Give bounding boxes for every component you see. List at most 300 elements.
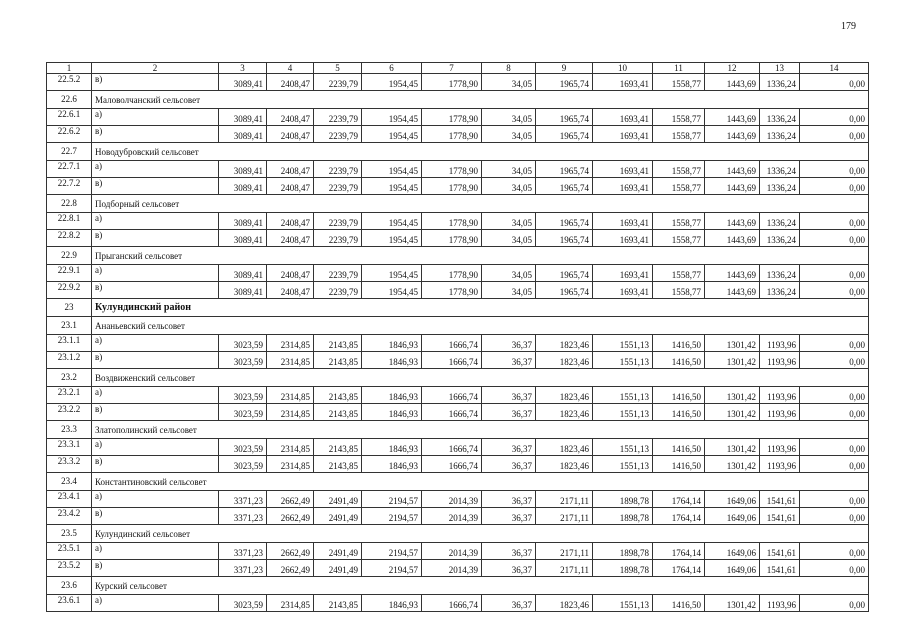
table-row (47, 178, 869, 195)
value-cell: 1693,41 (593, 282, 653, 299)
value-cell: 3023,59 (219, 335, 267, 352)
value-cell: 2408,47 (267, 265, 314, 282)
value-cell: 1541,61 (760, 560, 800, 577)
page-number: 179 (841, 21, 856, 32)
value-cell: 2143,85 (314, 387, 362, 404)
value-cell: 3371,23 (219, 560, 267, 577)
table-row (47, 508, 869, 525)
row-code: 23.5.1 (47, 543, 92, 560)
table-row (47, 230, 869, 247)
value-cell: 2408,47 (267, 230, 314, 247)
value-cell: 0,00 (800, 109, 869, 126)
section-heading-row (47, 421, 869, 439)
value-cell: 1778,90 (422, 265, 482, 282)
row-label: а) (92, 439, 219, 456)
row-code: 23.3.1 (47, 439, 92, 456)
value-cell: 3089,41 (219, 126, 267, 143)
value-cell: 2662,49 (267, 508, 314, 525)
district-heading-row (47, 299, 869, 317)
value-cell: 3023,59 (219, 456, 267, 473)
value-cell: 1778,90 (422, 178, 482, 195)
value-cell: 2239,79 (314, 230, 362, 247)
value-cell: 1778,90 (422, 74, 482, 91)
value-cell: 1666,74 (422, 456, 482, 473)
value-cell: 2143,85 (314, 404, 362, 421)
value-cell: 1336,24 (760, 161, 800, 178)
value-cell: 2662,49 (267, 560, 314, 577)
value-cell: 2408,47 (267, 74, 314, 91)
value-cell: 1649,06 (705, 560, 760, 577)
value-cell: 1541,61 (760, 543, 800, 560)
value-cell: 1558,77 (653, 74, 705, 91)
value-cell: 1558,77 (653, 230, 705, 247)
value-cell: 0,00 (800, 543, 869, 560)
value-cell: 1193,96 (760, 439, 800, 456)
value-cell: 1898,78 (593, 491, 653, 508)
value-cell: 1693,41 (593, 265, 653, 282)
value-cell: 2194,57 (362, 543, 422, 560)
value-cell: 2171,11 (536, 508, 593, 525)
value-cell: 2314,85 (267, 595, 314, 612)
row-label: в) (92, 178, 219, 195)
value-cell: 2171,11 (536, 560, 593, 577)
value-cell: 0,00 (800, 282, 869, 299)
value-cell: 2194,57 (362, 508, 422, 525)
value-cell: 0,00 (800, 126, 869, 143)
value-cell: 36,37 (482, 508, 536, 525)
row-label: в) (92, 282, 219, 299)
value-cell: 2314,85 (267, 404, 314, 421)
section-name: Константиновский сельсовет (92, 473, 869, 491)
value-cell: 1823,46 (536, 387, 593, 404)
value-cell: 1558,77 (653, 109, 705, 126)
value-cell: 1965,74 (536, 109, 593, 126)
value-cell: 0,00 (800, 230, 869, 247)
value-cell: 1764,14 (653, 491, 705, 508)
value-cell: 2171,11 (536, 543, 593, 560)
value-cell: 2491,49 (314, 491, 362, 508)
value-cell: 1649,06 (705, 491, 760, 508)
value-cell: 0,00 (800, 213, 869, 230)
value-cell: 1666,74 (422, 387, 482, 404)
value-cell: 3089,41 (219, 109, 267, 126)
value-cell: 1336,24 (760, 178, 800, 195)
value-cell: 1443,69 (705, 230, 760, 247)
value-cell: 1301,42 (705, 595, 760, 612)
row-code: 23.6 (47, 577, 92, 595)
value-cell: 3089,41 (219, 230, 267, 247)
value-cell: 1898,78 (593, 508, 653, 525)
value-cell: 1551,13 (593, 456, 653, 473)
value-cell: 1558,77 (653, 178, 705, 195)
value-cell: 1965,74 (536, 265, 593, 282)
value-cell: 2408,47 (267, 178, 314, 195)
value-cell: 34,05 (482, 230, 536, 247)
value-cell: 1965,74 (536, 161, 593, 178)
section-name: Прыганский сельсовет (92, 247, 869, 265)
value-cell: 1954,45 (362, 213, 422, 230)
section-heading-row (47, 577, 869, 595)
value-cell: 1778,90 (422, 213, 482, 230)
value-cell: 1443,69 (705, 161, 760, 178)
section-name: Подборный сельсовет (92, 195, 869, 213)
value-cell: 2408,47 (267, 126, 314, 143)
value-cell: 1846,93 (362, 404, 422, 421)
row-code: 23.3.2 (47, 456, 92, 473)
value-cell: 3023,59 (219, 439, 267, 456)
value-cell: 1764,14 (653, 508, 705, 525)
value-cell: 2171,11 (536, 491, 593, 508)
value-cell: 34,05 (482, 213, 536, 230)
row-code: 23.1.2 (47, 352, 92, 369)
value-cell: 3089,41 (219, 265, 267, 282)
value-cell: 0,00 (800, 178, 869, 195)
section-name: Маловолчанский сельсовет (92, 91, 869, 109)
value-cell: 1823,46 (536, 439, 593, 456)
value-cell: 1336,24 (760, 265, 800, 282)
value-cell: 1965,74 (536, 126, 593, 143)
value-cell: 1666,74 (422, 352, 482, 369)
value-cell: 1666,74 (422, 404, 482, 421)
row-code: 22.7.2 (47, 178, 92, 195)
row-label: а) (92, 213, 219, 230)
value-cell: 1693,41 (593, 74, 653, 91)
row-code: 22.6.1 (47, 109, 92, 126)
value-cell: 1898,78 (593, 543, 653, 560)
value-cell: 34,05 (482, 282, 536, 299)
row-label: в) (92, 230, 219, 247)
column-number: 10 (593, 63, 653, 74)
table-row (47, 265, 869, 282)
value-cell: 1823,46 (536, 456, 593, 473)
value-cell: 2314,85 (267, 335, 314, 352)
value-cell: 2239,79 (314, 126, 362, 143)
value-cell: 2194,57 (362, 491, 422, 508)
row-code: 23.5.2 (47, 560, 92, 577)
value-cell: 1336,24 (760, 213, 800, 230)
table-row (47, 543, 869, 560)
value-cell: 3023,59 (219, 352, 267, 369)
value-cell: 1846,93 (362, 335, 422, 352)
value-cell: 0,00 (800, 491, 869, 508)
value-cell: 2143,85 (314, 335, 362, 352)
value-cell: 1443,69 (705, 213, 760, 230)
row-label: в) (92, 560, 219, 577)
value-cell: 1954,45 (362, 230, 422, 247)
section-heading-row (47, 525, 869, 543)
row-code: 22.6.2 (47, 126, 92, 143)
value-cell: 1301,42 (705, 387, 760, 404)
value-cell: 2239,79 (314, 178, 362, 195)
row-label: в) (92, 508, 219, 525)
row-code: 22.8.2 (47, 230, 92, 247)
value-cell: 0,00 (800, 404, 869, 421)
value-cell: 36,37 (482, 404, 536, 421)
column-number: 1 (47, 63, 92, 74)
value-cell: 1823,46 (536, 404, 593, 421)
value-cell: 2408,47 (267, 282, 314, 299)
value-cell: 1301,42 (705, 404, 760, 421)
value-cell: 2314,85 (267, 439, 314, 456)
row-code: 22.5.2 (47, 74, 92, 91)
row-code: 23.2 (47, 369, 92, 387)
value-cell: 36,37 (482, 439, 536, 456)
value-cell: 1954,45 (362, 178, 422, 195)
value-cell: 0,00 (800, 595, 869, 612)
value-cell: 2014,39 (422, 560, 482, 577)
column-number: 3 (219, 63, 267, 74)
row-code: 22.8 (47, 195, 92, 213)
value-cell: 1551,13 (593, 404, 653, 421)
section-name: Ананьевский сельсовет (92, 317, 869, 335)
section-name: Златополинский сельсовет (92, 421, 869, 439)
table-row (47, 126, 869, 143)
value-cell: 1693,41 (593, 126, 653, 143)
value-cell: 3023,59 (219, 404, 267, 421)
row-label: а) (92, 109, 219, 126)
value-cell: 1416,50 (653, 335, 705, 352)
row-code: 23 (47, 299, 92, 317)
value-cell: 1551,13 (593, 352, 653, 369)
value-cell: 1336,24 (760, 109, 800, 126)
value-cell: 36,37 (482, 543, 536, 560)
value-cell: 1954,45 (362, 265, 422, 282)
value-cell: 1551,13 (593, 439, 653, 456)
section-heading-row (47, 247, 869, 265)
value-cell: 1416,50 (653, 456, 705, 473)
value-cell: 34,05 (482, 265, 536, 282)
value-cell: 1965,74 (536, 213, 593, 230)
value-cell: 2194,57 (362, 560, 422, 577)
section-heading-row (47, 317, 869, 335)
value-cell: 1551,13 (593, 335, 653, 352)
value-cell: 2408,47 (267, 161, 314, 178)
value-cell: 34,05 (482, 109, 536, 126)
value-cell: 1416,50 (653, 595, 705, 612)
value-cell: 34,05 (482, 178, 536, 195)
value-cell: 3371,23 (219, 543, 267, 560)
value-cell: 1778,90 (422, 109, 482, 126)
value-cell: 2143,85 (314, 456, 362, 473)
value-cell: 1666,74 (422, 335, 482, 352)
row-code: 23.3 (47, 421, 92, 439)
row-code: 23.6.1 (47, 595, 92, 612)
value-cell: 1443,69 (705, 126, 760, 143)
row-code: 22.9 (47, 247, 92, 265)
value-cell: 1541,61 (760, 491, 800, 508)
column-number: 8 (482, 63, 536, 74)
value-cell: 0,00 (800, 161, 869, 178)
row-label: а) (92, 387, 219, 404)
section-heading-row (47, 91, 869, 109)
value-cell: 1558,77 (653, 161, 705, 178)
value-cell: 2491,49 (314, 508, 362, 525)
row-label: в) (92, 126, 219, 143)
row-label: а) (92, 161, 219, 178)
value-cell: 1778,90 (422, 161, 482, 178)
value-cell: 0,00 (800, 387, 869, 404)
row-label: в) (92, 404, 219, 421)
value-cell: 2314,85 (267, 387, 314, 404)
value-cell: 1778,90 (422, 126, 482, 143)
value-cell: 1443,69 (705, 282, 760, 299)
value-cell: 2014,39 (422, 543, 482, 560)
value-cell: 1416,50 (653, 352, 705, 369)
value-cell: 1193,96 (760, 352, 800, 369)
row-label: в) (92, 74, 219, 91)
column-number: 5 (314, 63, 362, 74)
value-cell: 36,37 (482, 352, 536, 369)
value-cell: 2491,49 (314, 543, 362, 560)
value-cell: 1301,42 (705, 439, 760, 456)
tariff-table (46, 62, 869, 612)
value-cell: 0,00 (800, 74, 869, 91)
value-cell: 1965,74 (536, 178, 593, 195)
value-cell: 1846,93 (362, 456, 422, 473)
value-cell: 1954,45 (362, 126, 422, 143)
value-cell: 1336,24 (760, 282, 800, 299)
value-cell: 36,37 (482, 335, 536, 352)
value-cell: 2239,79 (314, 213, 362, 230)
value-cell: 1823,46 (536, 335, 593, 352)
column-number: 6 (362, 63, 422, 74)
table-row (47, 161, 869, 178)
section-heading-row (47, 195, 869, 213)
value-cell: 1954,45 (362, 282, 422, 299)
value-cell: 1193,96 (760, 387, 800, 404)
value-cell: 3371,23 (219, 491, 267, 508)
value-cell: 2014,39 (422, 491, 482, 508)
value-cell: 3089,41 (219, 213, 267, 230)
value-cell: 2408,47 (267, 109, 314, 126)
value-cell: 1898,78 (593, 560, 653, 577)
section-name: Новодубровский сельсовет (92, 143, 869, 161)
section-name: Курский сельсовет (92, 577, 869, 595)
table-row (47, 456, 869, 473)
value-cell: 1778,90 (422, 230, 482, 247)
table-row (47, 439, 869, 456)
value-cell: 1823,46 (536, 595, 593, 612)
value-cell: 0,00 (800, 352, 869, 369)
row-label: в) (92, 352, 219, 369)
table-row (47, 352, 869, 369)
value-cell: 2314,85 (267, 456, 314, 473)
value-cell: 1764,14 (653, 543, 705, 560)
value-cell: 2239,79 (314, 282, 362, 299)
row-code: 23.1 (47, 317, 92, 335)
value-cell: 1965,74 (536, 74, 593, 91)
value-cell: 1193,96 (760, 335, 800, 352)
value-cell: 0,00 (800, 456, 869, 473)
value-cell: 1846,93 (362, 387, 422, 404)
table-row (47, 213, 869, 230)
row-code: 22.8.1 (47, 213, 92, 230)
value-cell: 2314,85 (267, 352, 314, 369)
value-cell: 1443,69 (705, 265, 760, 282)
value-cell: 1954,45 (362, 161, 422, 178)
row-label: а) (92, 543, 219, 560)
column-number: 9 (536, 63, 593, 74)
value-cell: 2408,47 (267, 213, 314, 230)
value-cell: 1965,74 (536, 230, 593, 247)
value-cell: 3371,23 (219, 508, 267, 525)
value-cell: 2143,85 (314, 439, 362, 456)
value-cell: 0,00 (800, 335, 869, 352)
value-cell: 1416,50 (653, 439, 705, 456)
value-cell: 3089,41 (219, 282, 267, 299)
value-cell: 3023,59 (219, 595, 267, 612)
value-cell: 1551,13 (593, 387, 653, 404)
table-row (47, 387, 869, 404)
table-row (47, 282, 869, 299)
value-cell: 1693,41 (593, 230, 653, 247)
value-cell: 2143,85 (314, 595, 362, 612)
column-number: 12 (705, 63, 760, 74)
value-cell: 34,05 (482, 161, 536, 178)
value-cell: 1693,41 (593, 109, 653, 126)
row-label: а) (92, 265, 219, 282)
value-cell: 1193,96 (760, 404, 800, 421)
value-cell: 1558,77 (653, 265, 705, 282)
table-row (47, 335, 869, 352)
column-number: 7 (422, 63, 482, 74)
row-code: 23.1.1 (47, 335, 92, 352)
row-code: 23.2.1 (47, 387, 92, 404)
column-number: 2 (92, 63, 219, 74)
value-cell: 3089,41 (219, 178, 267, 195)
row-code: 23.4.1 (47, 491, 92, 508)
value-cell: 36,37 (482, 560, 536, 577)
value-cell: 2662,49 (267, 543, 314, 560)
value-cell: 1416,50 (653, 387, 705, 404)
value-cell: 1693,41 (593, 178, 653, 195)
value-cell: 1558,77 (653, 282, 705, 299)
section-heading-row (47, 369, 869, 387)
value-cell: 1336,24 (760, 230, 800, 247)
value-cell: 2491,49 (314, 560, 362, 577)
value-cell: 2239,79 (314, 161, 362, 178)
value-cell: 1846,93 (362, 352, 422, 369)
value-cell: 1558,77 (653, 126, 705, 143)
value-cell: 1301,42 (705, 456, 760, 473)
table-row (47, 404, 869, 421)
value-cell: 34,05 (482, 74, 536, 91)
row-label: а) (92, 335, 219, 352)
value-cell: 2239,79 (314, 109, 362, 126)
row-code: 23.5 (47, 525, 92, 543)
value-cell: 1336,24 (760, 126, 800, 143)
value-cell: 1558,77 (653, 213, 705, 230)
row-code: 23.2.2 (47, 404, 92, 421)
value-cell: 1443,69 (705, 178, 760, 195)
value-cell: 0,00 (800, 508, 869, 525)
section-name: Воздвиженский сельсовет (92, 369, 869, 387)
value-cell: 1649,06 (705, 508, 760, 525)
table-row (47, 74, 869, 91)
value-cell: 1193,96 (760, 595, 800, 612)
table-row (47, 560, 869, 577)
value-cell: 1541,61 (760, 508, 800, 525)
value-cell: 36,37 (482, 595, 536, 612)
column-number: 14 (800, 63, 869, 74)
row-code: 22.6 (47, 91, 92, 109)
row-label: а) (92, 595, 219, 612)
value-cell: 36,37 (482, 456, 536, 473)
section-heading-row (47, 143, 869, 161)
value-cell: 3089,41 (219, 74, 267, 91)
value-cell: 1443,69 (705, 109, 760, 126)
value-cell: 0,00 (800, 265, 869, 282)
